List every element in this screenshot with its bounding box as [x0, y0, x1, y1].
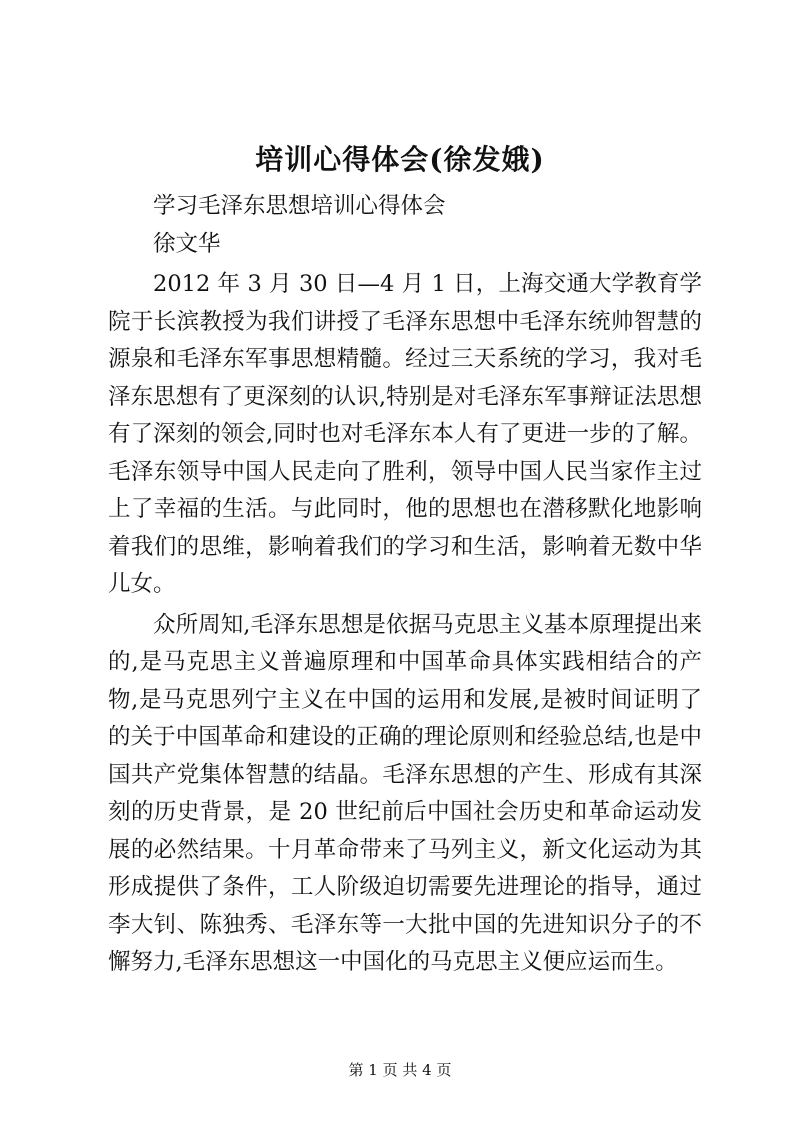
document-title: 培训心得体会(徐发娥) — [255, 143, 545, 176]
paragraph-2: 众所周知,毛泽东思想是依据马克思主义基本原理提出来的,是马克思主义普遍原理和中国革命具体实践相结合的产物,是马克思列宁主义在中国的运用和发展,是被时间证明了的关于中国革命和建设的正确的理论原则和经验总结,也是中国共产党集体智慧的结晶。毛泽东思想的产生、形成有其深刻的历史背景，是 20 世纪前后中国社会历史和革命运动发展的必然结果。十月革命带来了马列主义，新文化运动为其形成提供了条件，工人阶级迫切需要先进理论的指导，通过李大钊、陈独秀、毛泽东等一大批中国的先进知识分子的不懈努力,毛泽东思想这一中国化的马克思主义便应运而生。 — [108, 611, 702, 975]
page-number-footer: 第 1 页 共 4 页 — [348, 1061, 452, 1079]
document-author: 徐文华 — [153, 230, 221, 257]
document-body — [108, 188, 702, 982]
paragraph-1: 2012 年 3 月 30 日—4 月 1 日，上海交通大学教育学院于长滨教授为我们讲授了毛泽东思想中毛泽东统帅智慧的源泉和毛泽东军事思想精髓。经过三天系统的学习，我对毛泽东思想有了更深刻的认识,特别是对毛泽东军事辩证法思想有了深刻的领会,同时也对毛泽东本人有了更进一步的了解。毛泽东领导中国人民走向了胜利，领导中国人民当家作主过上了幸福的生活。与此同时，他的思想也在潜移默化地影响着我们的思维，影响着我们的学习和生活，影响着无数中华儿女。 — [108, 271, 702, 597]
document-subtitle: 学习毛泽东思想培训心得体会 — [153, 193, 446, 219]
